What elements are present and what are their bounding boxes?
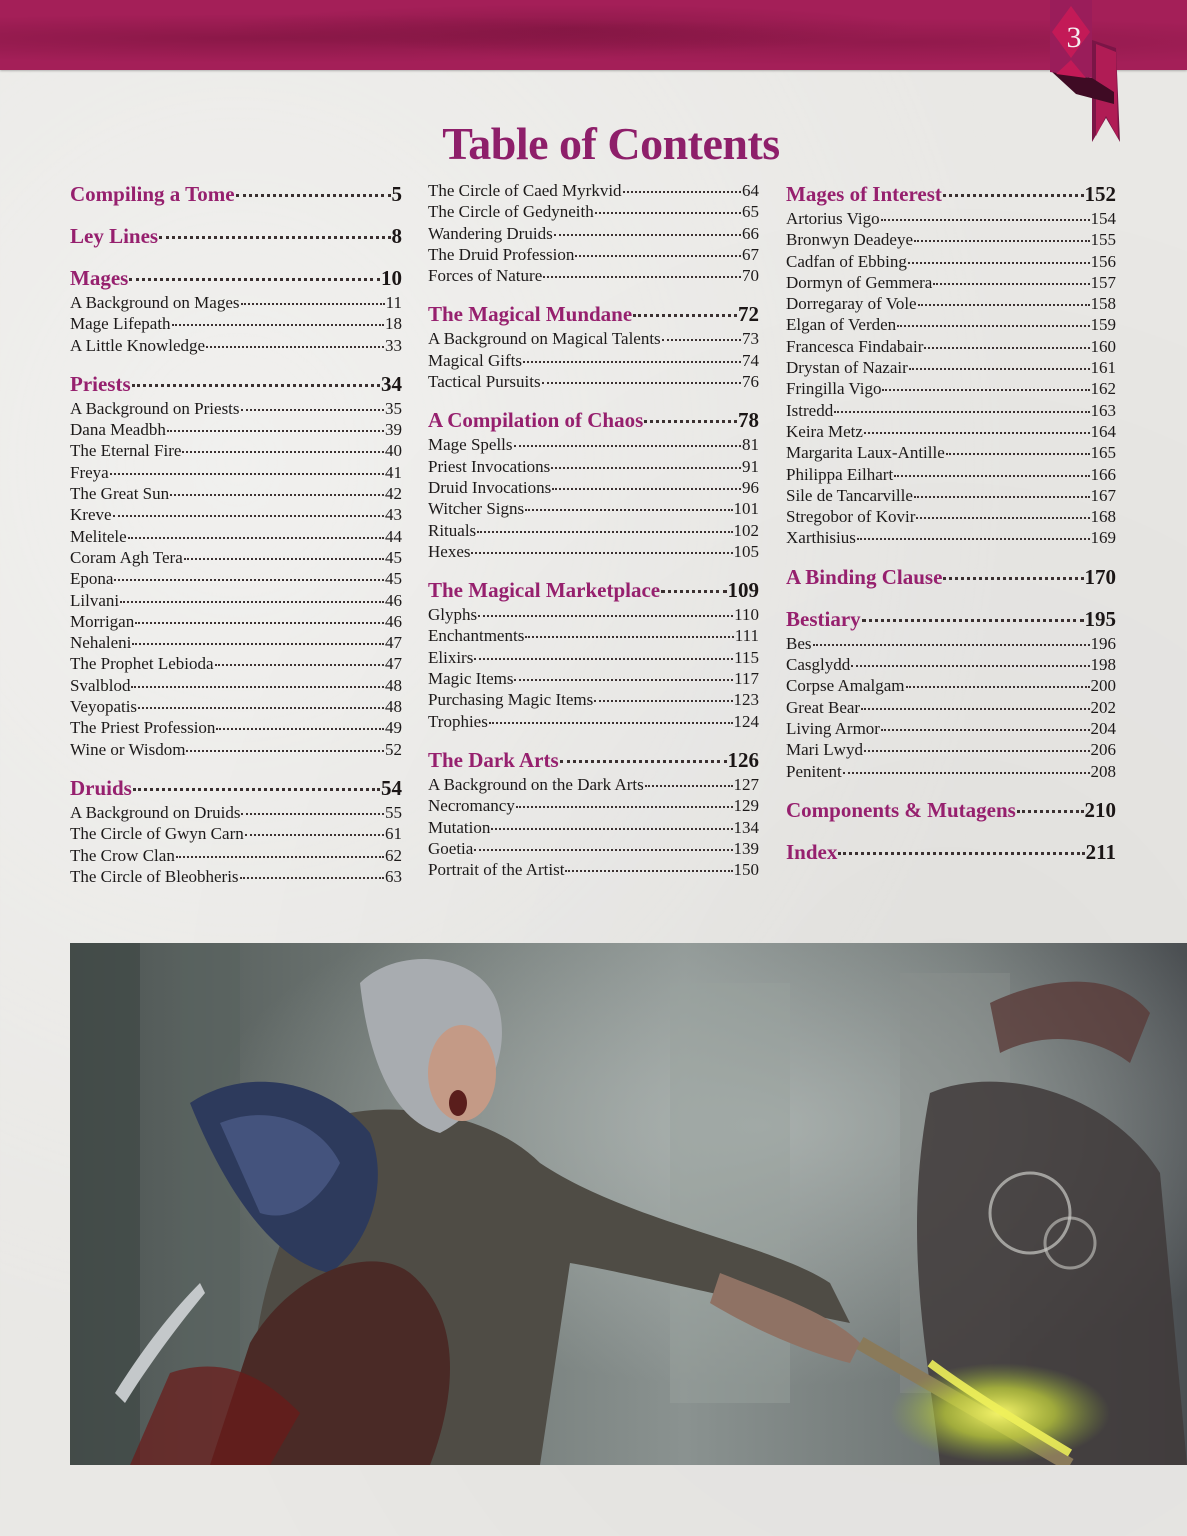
toc-entry[interactable]: Druid Invocations 96: [428, 477, 759, 497]
dot-leader: [114, 579, 384, 581]
dot-leader: [128, 537, 384, 539]
toc-section-druids-continued: [428, 180, 759, 286]
toc-entry[interactable]: The Circle of Gedyneith 65: [428, 202, 759, 222]
dot-leader: [471, 552, 732, 554]
toc-column-2: [428, 180, 759, 894]
dot-leader: [834, 411, 1089, 413]
toc-entry[interactable]: Mutation 134: [428, 817, 759, 837]
toc-entry[interactable]: The Circle of Bleobheris 63: [70, 866, 402, 886]
toc-entry[interactable]: A Background on the Dark Arts 127: [428, 774, 759, 794]
dot-leader: [184, 558, 384, 560]
dot-leader: [525, 509, 732, 511]
toc-entry[interactable]: Enchantments 111: [428, 626, 759, 646]
dot-leader: [943, 194, 1084, 197]
toc-section-compilation-of-chaos: [428, 406, 759, 562]
dot-leader: [943, 577, 1083, 580]
toc-entry[interactable]: Purchasing Magic Items 123: [428, 690, 759, 710]
dot-leader: [491, 828, 732, 830]
toc-entry[interactable]: Dormyn of Gemmera 157: [786, 272, 1116, 292]
toc-entry[interactable]: Svalblod 48: [70, 675, 402, 695]
dot-leader: [897, 325, 1089, 327]
toc-section-magical-marketplace: [428, 576, 759, 732]
toc-entry[interactable]: Sile de Tancarville 167: [786, 485, 1116, 505]
toc-entry[interactable]: Witcher Signs 101: [428, 499, 759, 519]
dot-leader: [594, 700, 732, 702]
dot-leader: [662, 339, 741, 341]
toc-section-index: [786, 838, 1116, 866]
toc-entry[interactable]: The Prophet Lebioda 47: [70, 654, 402, 674]
toc-entry[interactable]: Freya 41: [70, 462, 402, 482]
dot-leader: [813, 644, 1090, 646]
artwork-druid-battle-image: [70, 943, 1187, 1465]
dot-leader: [560, 760, 727, 763]
toc-entry[interactable]: A Background on Mages 11: [70, 293, 402, 312]
toc-section-ley-lines: [70, 222, 402, 250]
dot-leader: [575, 255, 741, 257]
dot-leader: [551, 467, 741, 469]
toc-entry[interactable]: A Little Knowledge 33: [70, 335, 402, 355]
toc-entry[interactable]: A Background on Priests 35: [70, 398, 402, 418]
dot-leader: [914, 496, 1090, 498]
dot-leader: [644, 420, 737, 423]
dot-leader: [894, 475, 1089, 477]
dot-leader: [523, 361, 741, 363]
toc-column-3: [786, 180, 1116, 880]
dot-leader: [489, 722, 733, 724]
toc-entry[interactable]: The Eternal Fire 40: [70, 441, 402, 461]
dot-leader: [881, 219, 1090, 221]
toc-entry[interactable]: Great Bear 202: [786, 697, 1116, 717]
toc-entry[interactable]: Portrait of the Artist 150: [428, 860, 759, 880]
toc-entry[interactable]: Corpse Amalgam 200: [786, 676, 1116, 696]
toc-heading[interactable]: The Magical Mundane 72: [428, 302, 759, 327]
toc-entry[interactable]: Morrigan 46: [70, 611, 402, 631]
dot-leader: [131, 686, 384, 688]
dot-leader: [240, 877, 384, 879]
toc-entry[interactable]: Magic Items 117: [428, 669, 759, 689]
toc-entry[interactable]: Penitent 208: [786, 761, 1116, 781]
dot-leader: [857, 538, 1090, 540]
dot-leader: [933, 283, 1089, 285]
toc-entry[interactable]: Dorregaray of Vole 158: [786, 294, 1116, 314]
header-band: [0, 0, 1187, 70]
dot-leader: [861, 708, 1089, 710]
dot-leader: [633, 314, 737, 317]
toc-entry[interactable]: Dana Meadbh 39: [70, 420, 402, 440]
dot-leader: [914, 240, 1090, 242]
toc-entry[interactable]: Magical Gifts 74: [428, 350, 759, 370]
dot-leader: [241, 813, 384, 815]
toc-entry[interactable]: Veyopatis 48: [70, 697, 402, 717]
dot-leader: [474, 849, 732, 851]
dot-leader: [138, 707, 384, 709]
toc-entry[interactable]: Lilvani 46: [70, 590, 402, 610]
toc-heading[interactable]: Mages of Interest 152: [786, 182, 1116, 206]
dot-leader: [133, 788, 380, 791]
dot-leader: [542, 382, 741, 384]
toc-entry[interactable]: Xarthisius 169: [786, 528, 1116, 548]
toc-entry[interactable]: Priest Invocations 91: [428, 456, 759, 476]
dot-leader: [477, 531, 732, 533]
toc-heading[interactable]: Mages 10: [70, 266, 402, 290]
dot-leader: [514, 445, 741, 447]
toc-section-binding-clause: [786, 563, 1116, 591]
dot-leader: [543, 276, 741, 278]
dot-leader: [623, 191, 741, 193]
dot-leader: [525, 636, 733, 638]
dot-leader: [909, 368, 1090, 370]
toc-entry[interactable]: A Background on Druids 55: [70, 802, 402, 822]
dot-leader: [881, 729, 1090, 731]
dot-leader: [864, 750, 1090, 752]
dot-leader: [661, 590, 726, 593]
dot-leader: [906, 686, 1090, 688]
toc-entry[interactable]: Living Armor 204: [786, 718, 1116, 738]
dot-leader: [245, 834, 384, 836]
toc-heading[interactable]: Priests 34: [70, 371, 402, 396]
toc-entry[interactable]: The Druid Profession 67: [428, 244, 759, 264]
dot-leader: [862, 619, 1084, 622]
toc-section-mages-of-interest: [786, 180, 1116, 549]
toc-heading[interactable]: The Magical Marketplace 109: [428, 578, 759, 603]
toc-entry[interactable]: The Circle of Gwyn Carn 61: [70, 824, 402, 844]
dot-leader: [645, 785, 733, 787]
toc-entry[interactable]: Cadfan of Ebbing 156: [786, 251, 1116, 271]
dot-leader: [595, 212, 741, 214]
dot-leader: [554, 234, 741, 236]
dot-leader: [552, 488, 741, 490]
dot-leader: [170, 494, 384, 496]
toc-entry[interactable]: Hexes 105: [428, 541, 759, 561]
dot-leader: [132, 384, 380, 387]
toc-entry[interactable]: Bes 196: [786, 633, 1116, 653]
toc-entry[interactable]: Wine or Wisdom 52: [70, 739, 402, 759]
dot-leader: [946, 453, 1090, 455]
toc-heading[interactable]: Index 211: [786, 839, 1116, 864]
dot-leader: [132, 643, 384, 645]
toc-section-bestiary: [786, 605, 1116, 782]
page-title: Table of Contents: [442, 118, 780, 169]
page-number: 3: [1066, 21, 1082, 54]
dot-leader: [159, 236, 390, 239]
toc-entry[interactable]: Philippa Eilhart 166: [786, 464, 1116, 484]
dot-leader: [924, 347, 1089, 349]
dot-leader: [474, 658, 733, 660]
dot-leader: [918, 304, 1090, 306]
toc-heading[interactable]: Components & Mutagens 210: [786, 797, 1116, 822]
dot-leader: [241, 409, 384, 411]
dot-leader: [135, 622, 384, 624]
dot-leader: [838, 852, 1084, 855]
dot-leader: [864, 432, 1090, 434]
toc-entry[interactable]: Istredd 163: [786, 400, 1116, 420]
dot-leader: [514, 679, 733, 681]
toc-section-dark-arts: [428, 746, 759, 880]
dot-leader: [216, 728, 384, 730]
dot-leader: [113, 515, 384, 517]
dot-leader: [236, 194, 391, 197]
toc-entry[interactable]: Glyphs 110: [428, 605, 759, 625]
toc-entry[interactable]: Rituals 102: [428, 520, 759, 540]
toc-entry[interactable]: Kreve 43: [70, 505, 402, 525]
toc-entry[interactable]: Forces of Nature 70: [428, 266, 759, 286]
toc-section-compiling-a-tome: [70, 180, 402, 208]
toc-entry[interactable]: Francesca Findabair 160: [786, 336, 1116, 356]
dot-leader: [908, 262, 1090, 264]
toc-entry[interactable]: Keira Metz 164: [786, 421, 1116, 441]
toc-section-druids: [70, 774, 402, 887]
dot-leader: [176, 856, 384, 858]
toc-entry[interactable]: Mage Spells 81: [428, 435, 759, 455]
dot-leader: [916, 517, 1089, 519]
toc-column-1: [70, 180, 402, 901]
toc-entry[interactable]: Drystan of Nazair 161: [786, 358, 1116, 378]
dot-leader: [1017, 810, 1084, 813]
dot-leader: [186, 750, 384, 752]
toc-entry[interactable]: Elgan of Verden 159: [786, 315, 1116, 335]
dot-leader: [129, 278, 380, 281]
toc-entry[interactable]: Epona 45: [70, 569, 402, 589]
toc-entry[interactable]: The Crow Clan 62: [70, 845, 402, 865]
dot-leader: [851, 665, 1089, 667]
toc-heading[interactable]: The Dark Arts 126: [428, 747, 759, 772]
dot-leader: [215, 664, 384, 666]
toc-entry[interactable]: Melitele 44: [70, 526, 402, 546]
toc-entry[interactable]: Stregobor of Kovir 168: [786, 507, 1116, 527]
dot-leader: [843, 772, 1090, 774]
toc-entry[interactable]: Goetia 139: [428, 838, 759, 858]
dot-leader: [167, 430, 384, 432]
toc-entry[interactable]: Artorius Vigo 154: [786, 209, 1116, 228]
dot-leader: [120, 601, 384, 603]
toc-entry[interactable]: Trophies 124: [428, 711, 759, 731]
toc-section-mages: [70, 264, 402, 356]
toc-entry[interactable]: Fringilla Vigo 162: [786, 379, 1116, 399]
toc-entry[interactable]: Nehaleni 47: [70, 633, 402, 653]
dot-leader: [206, 346, 384, 348]
dot-leader: [172, 324, 384, 326]
toc-entry[interactable]: Wandering Druids 66: [428, 223, 759, 243]
toc-heading[interactable]: Compiling a Tome 5: [70, 182, 402, 206]
toc-entry[interactable]: A Background on Magical Talents 73: [428, 329, 759, 349]
toc-section-components-mutagens: [786, 796, 1116, 824]
dot-leader: [565, 870, 732, 872]
toc-heading[interactable]: Bestiary 195: [786, 606, 1116, 631]
dot-leader: [110, 473, 384, 475]
toc-entry[interactable]: The Great Sun 42: [70, 484, 402, 504]
toc-heading[interactable]: A Compilation of Chaos 78: [428, 408, 759, 433]
toc-entry[interactable]: Casglydd 198: [786, 655, 1116, 675]
dot-leader: [182, 451, 384, 453]
toc-entry[interactable]: Mari Lwyd 206: [786, 740, 1116, 760]
toc-entry[interactable]: Tactical Pursuits 76: [428, 372, 759, 392]
toc-section-magical-mundane: [428, 300, 759, 392]
toc-entry[interactable]: Margarita Laux-Antille 165: [786, 443, 1116, 463]
dot-leader: [478, 615, 733, 617]
toc-heading[interactable]: A Binding Clause 170: [786, 564, 1116, 589]
toc-entry[interactable]: Mage Lifepath 18: [70, 314, 402, 334]
toc-entry[interactable]: Coram Agh Tera 45: [70, 547, 402, 567]
toc-entry[interactable]: Elixirs 115: [428, 647, 759, 667]
dot-leader: [241, 303, 385, 305]
toc-section-priests: [70, 370, 402, 760]
toc-entry[interactable]: Bronwyn Deadeye 155: [786, 230, 1116, 250]
toc-heading[interactable]: Ley Lines 8: [70, 224, 402, 248]
toc-heading[interactable]: Druids 54: [70, 775, 402, 800]
toc-entry[interactable]: The Circle of Caed Myrkvid 64: [428, 181, 759, 200]
toc-entry[interactable]: Necromancy 129: [428, 796, 759, 816]
dot-leader: [882, 389, 1089, 391]
dot-leader: [516, 806, 733, 808]
toc-entry[interactable]: The Priest Profession 49: [70, 718, 402, 738]
